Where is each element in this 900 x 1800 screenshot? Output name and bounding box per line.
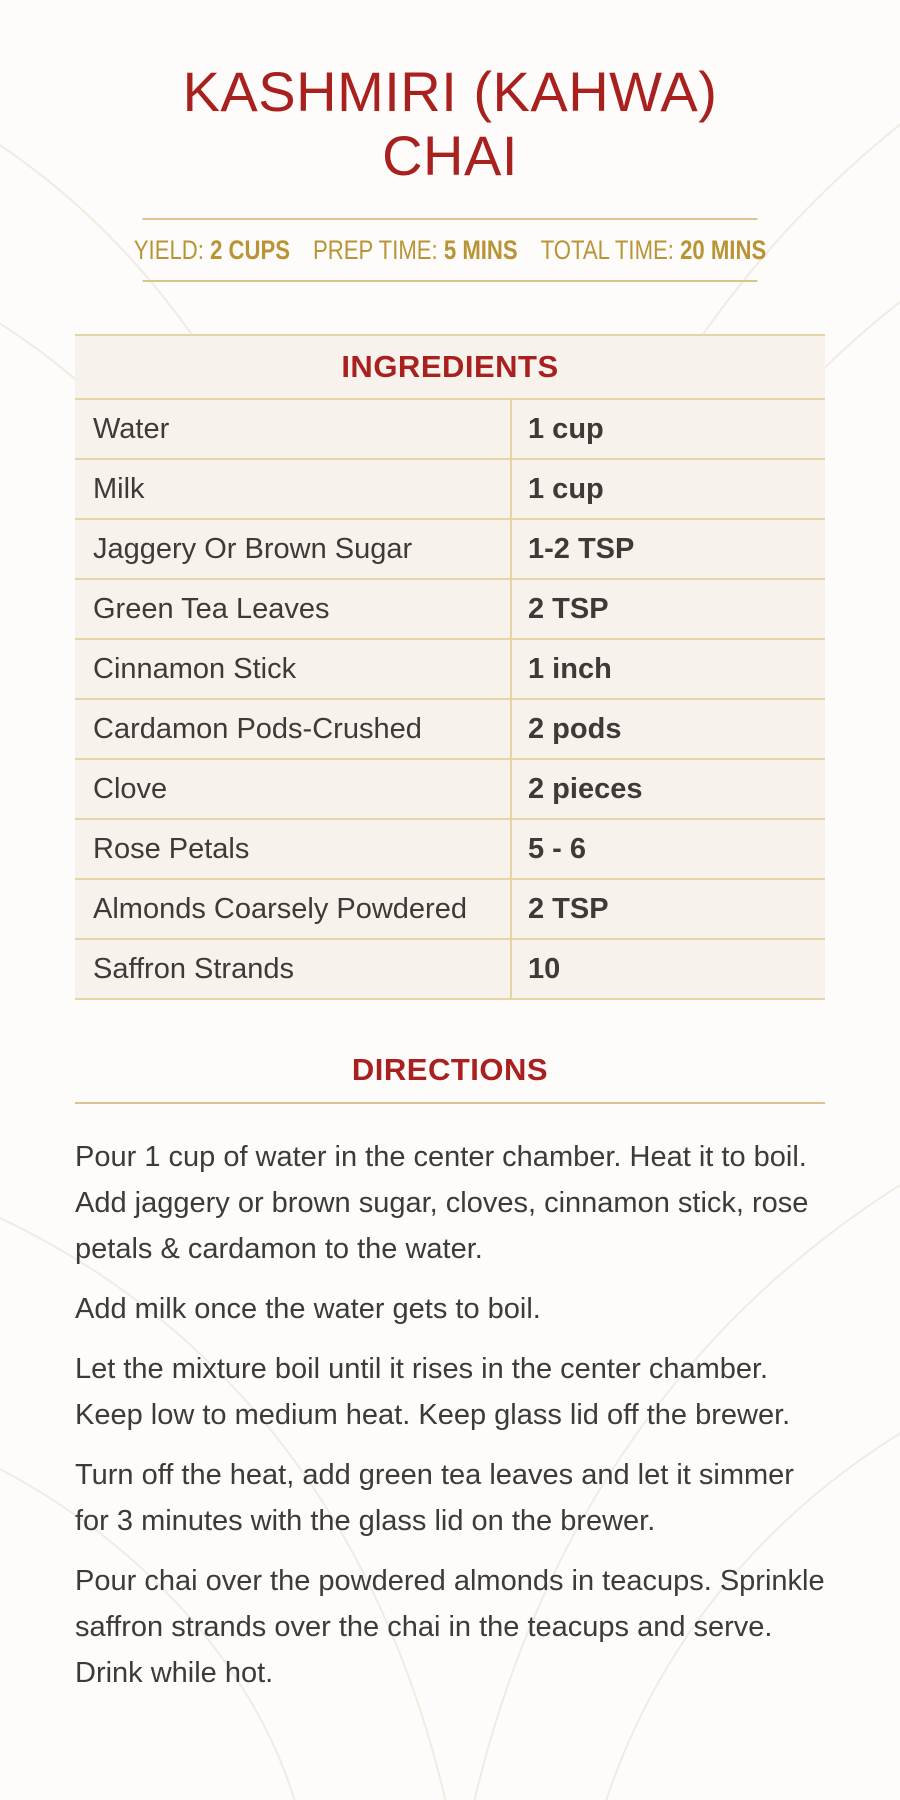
total-time-label: TOTAL TIME: — [540, 234, 681, 265]
ingredient-quantity: 1-2 TSP — [528, 532, 635, 565]
ingredient-quantity: 2 TSP — [528, 592, 609, 625]
ingredient-quantity: 1 inch — [528, 652, 612, 685]
ingredient-quantity: 1 cup — [528, 412, 604, 445]
ingredient-quantity: 1 cup — [528, 472, 604, 505]
ingredient-row — [75, 640, 825, 700]
ingredients-rows — [75, 400, 825, 998]
ingredient-name: Green Tea Leaves — [75, 580, 512, 638]
ingredient-quantity: 10 — [528, 952, 561, 985]
ingredient-row — [75, 820, 825, 880]
total-time-info — [541, 235, 767, 266]
recipe-title-line-1: KASHMIRI (KAHWA) — [182, 60, 718, 123]
ingredient-row — [75, 940, 825, 998]
ingredient-name: Jaggery Or Brown Sugar — [75, 520, 512, 578]
total-time-value: 20 MINS — [680, 234, 767, 265]
yield-value: 2 CUPS — [210, 234, 291, 265]
prep-time-info — [313, 235, 518, 266]
recipe-meta-bar — [133, 218, 767, 282]
ingredient-name: Milk — [75, 460, 512, 518]
direction-step: Pour 1 cup of water in the center chamber. Heat it to boil. Add jaggery or brown sugar, cloves, cinnamon stick, rose petals & cardamon to the water. — [75, 1141, 809, 1265]
prep-time-value: 5 MINS — [443, 234, 518, 265]
ingredients-table — [75, 334, 825, 1000]
recipe-title-line-2: CHAI — [382, 124, 518, 187]
ingredient-name: Saffron Strands — [75, 940, 512, 998]
ingredient-name: Almonds Coarsely Powdered — [75, 880, 512, 938]
ingredient-row — [75, 580, 825, 640]
prep-time-label: PREP TIME: — [313, 234, 444, 265]
direction-step: Turn off the heat, add green tea leaves and let it simmer for 3 minutes with the glass lid on the brewer. — [75, 1459, 794, 1537]
ingredient-name: Water — [75, 400, 512, 458]
ingredient-row — [75, 700, 825, 760]
ingredient-name: Cardamon Pods-Crushed — [75, 700, 512, 758]
ingredients-heading: INGREDIENTS — [75, 336, 825, 400]
ingredient-quantity: 2 pieces — [528, 772, 643, 805]
ingredient-row — [75, 520, 825, 580]
yield-label: YIELD: — [133, 234, 211, 265]
ingredient-name: Cinnamon Stick — [75, 640, 512, 698]
ingredient-row — [75, 760, 825, 820]
ingredient-quantity: 2 pods — [528, 712, 622, 745]
ingredient-row — [75, 460, 825, 520]
direction-step: Add milk once the water gets to boil. — [75, 1293, 541, 1325]
ingredient-quantity: 5 - 6 — [528, 832, 587, 865]
direction-step: Let the mixture boil until it rises in the center chamber. Keep low to medium heat. Keep glass lid off the brewer. — [75, 1353, 791, 1431]
direction-step: Pour chai over the powdered almonds in teacups. Sprinkle saffron strands over the chai in the teacups and serve. Drink while hot. — [75, 1565, 825, 1689]
directions-heading: DIRECTIONS — [75, 1052, 825, 1104]
yield-info — [134, 235, 290, 266]
recipe-title — [75, 60, 825, 188]
ingredient-name: Clove — [75, 760, 512, 818]
ingredient-name: Rose Petals — [75, 820, 512, 878]
recipe-card — [75, 0, 825, 1696]
ingredient-row — [75, 880, 825, 940]
ingredient-quantity: 2 TSP — [528, 892, 609, 925]
ingredient-row — [75, 400, 825, 460]
directions-steps — [75, 1134, 825, 1696]
